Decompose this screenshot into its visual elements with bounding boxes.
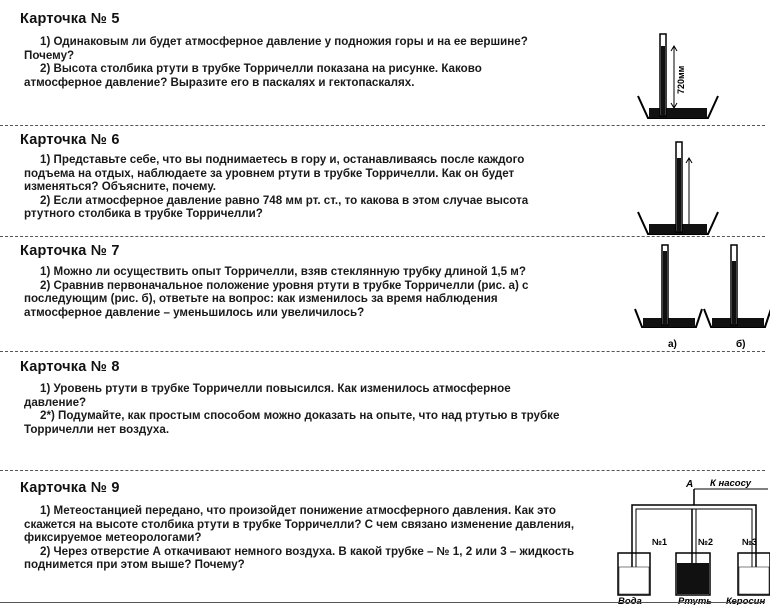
- mercury-dish-a: [643, 318, 695, 327]
- liquid-label-kerosene: Керосин: [726, 596, 766, 605]
- figure-label-a: а): [668, 339, 677, 350]
- card-7-title: Карточка № 7: [20, 243, 120, 259]
- torricelli-figure-card-6: [634, 136, 754, 246]
- height-label: 720мм: [676, 65, 686, 94]
- card-8-text: [24, 382, 569, 436]
- card-6: [6, 126, 766, 236]
- card-5-title: Карточка № 5: [20, 11, 120, 27]
- card-5: [6, 0, 766, 126]
- card-8-question-1: 1) Уровень ртути в трубке Торричелли повысился. Как изменилось атмосферное давление?: [24, 382, 511, 409]
- card-9-question-1: 1) Метеостанцией передано, что произойдет понижение атмосферного давления. Как это скажется на высоте столбика ртути в трубке Торричелли? С чем связано изменение давления, фиксируемое метеорологами?: [24, 504, 575, 545]
- card-6-text: [24, 153, 554, 221]
- card-5-question-1: 1) Одинаковым ли будет атмосферное давление у подножия горы и на ее вершине? Почему?: [24, 35, 528, 62]
- figure-label-b: б): [736, 339, 746, 350]
- mercury-in-dish: [649, 108, 707, 118]
- card-6-question-2: 2) Если атмосферное давление равно 748 мм рт. ст., то какова в этом случае высота ртутного столбика в трубке Торричелли?: [24, 193, 529, 221]
- mercury-column-a: [663, 251, 667, 325]
- card-9-text: [24, 504, 584, 572]
- card-9: [6, 471, 766, 606]
- mercury-column: [661, 46, 665, 116]
- card-5-text: [24, 35, 544, 89]
- card-7-text: [24, 265, 554, 319]
- card-7-question-1: 1) Можно ли осуществить опыт Торричелли, взяв стеклянную трубку длиной 1,5 м?: [40, 265, 526, 278]
- card-8-title: Карточка № 8: [20, 359, 120, 375]
- card-9-question-2: 2) Через отверстие А откачивают немного воздуха. В какой трубке – № 1, 2 или 3 – жидкость поднимется при этом выше? Почему?: [24, 544, 575, 572]
- card-8: [6, 352, 766, 470]
- point-a-label: А: [686, 479, 694, 490]
- card-7: [6, 237, 766, 349]
- pump-label: К насосу: [710, 478, 752, 489]
- water-1: [619, 567, 649, 594]
- card-5-question-2: 2) Высота столбика ртути в трубке Торричелли показана на рисунке. Каково атмосферное давление? Выразите его в паскалях и гектопаскалях.: [24, 62, 482, 89]
- card-8-question-2: 2*) Подумайте, как простым способом можно доказать на опыте, что над ртутью в трубке Торричелли нет воздуха.: [24, 409, 560, 436]
- card-9-title: Карточка № 9: [20, 480, 120, 496]
- card-6-question-1: 1) Представьте себе, что вы поднимаетесь в гору и, останавливаясь после каждого подъема на отдых, наблюдаете за уровнем ртути в трубке Торричелли. Как он будет изменяться? Объясните, почему.: [24, 153, 525, 194]
- page-bottom-border: [0, 602, 765, 603]
- mercury-column-b: [732, 261, 736, 325]
- tube-label-3: №3: [742, 537, 758, 547]
- three-tubes-figure: [614, 475, 770, 605]
- mercury-column: [677, 158, 681, 232]
- tube-label-1: №1: [652, 537, 668, 547]
- tube-label-2: №2: [698, 537, 714, 547]
- torricelli-figure-card-5: [634, 24, 754, 124]
- liquid-label-water: Вода: [618, 596, 642, 605]
- mercury-2: [677, 563, 709, 594]
- liquid-label-mercury: Ртуть: [678, 596, 712, 605]
- card-7-question-2: 2) Сравнив первоначальное положение уровня ртути в трубке Торричелли (рис. а) с последующим (рис. б), ответьте на вопрос: как изменилось за время наблюдения атмосферное давление – уменьшилось или увеличилось?: [24, 278, 529, 319]
- kerosene-3: [739, 567, 769, 594]
- torricelli-figure-card-7: [632, 239, 770, 351]
- mercury-dish-b: [712, 318, 764, 327]
- card-6-title: Карточка № 6: [20, 132, 120, 148]
